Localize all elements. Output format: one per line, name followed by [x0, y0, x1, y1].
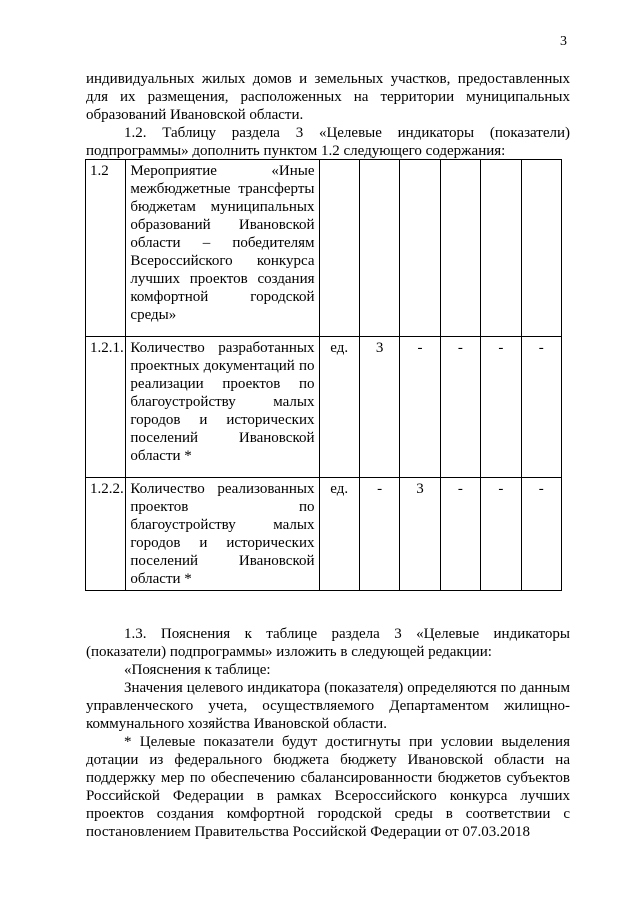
row-value-cell: - [440, 478, 480, 591]
paragraph-item-1-2: 1.2. Таблицу раздела 3 «Целевые индикаторы (показатели) подпрограммы» дополнить пунктом 1.2 следующего содержания: [86, 125, 570, 159]
row-number-cell: 1.2 [86, 160, 126, 337]
row-value-cell: - [359, 478, 399, 591]
row-value-cell [481, 160, 521, 337]
paragraph-notes-values: Значения целевого индикатора (показателя) определяются по данным управленческого учета, осуществляемого Департаментом жилищно-коммунального хозяйства Ивановской области. [86, 680, 570, 732]
row-value-cell: - [481, 337, 521, 478]
row-value-cell: 3 [359, 337, 399, 478]
row-name-cell: Количество разработанных проектных документаций по реализации проектов по благоустройству малых городов и исторических поселений Ивановской области * [126, 337, 319, 478]
row-number-cell: 1.2.2. [86, 478, 126, 591]
row-value-cell [359, 160, 399, 337]
indicators-table [85, 159, 562, 591]
page-number: 3 [560, 34, 567, 49]
table-row [86, 337, 562, 478]
table-row [86, 160, 562, 337]
row-value-cell [400, 160, 440, 337]
row-unit-cell: ед. [319, 478, 359, 591]
paragraph-intro: индивидуальных жилых домов и земельных участков, предоставленных для их размещения, расположенных на территории муниципальных образований Ивановской области. [86, 71, 570, 123]
row-value-cell: 3 [400, 478, 440, 591]
row-value-cell: - [440, 337, 480, 478]
row-number-cell: 1.2.1. [86, 337, 126, 478]
row-value-cell: - [521, 478, 561, 591]
row-value-cell: - [521, 337, 561, 478]
paragraph-notes-footnote: * Целевые показатели будут достигнуты при условии выделения дотации из федерального бюджета бюджету Ивановской области на поддержку мер по обеспечению сбалансированности бюджетов субъектов Российской Федерации в рамках Всероссийского конкурса лучших проектов создания комфортной городской среды в соответствии с постановлением Правительства Российской Федерации от 07.03.2018 [86, 734, 570, 840]
row-unit-cell [319, 160, 359, 337]
row-unit-cell: ед. [319, 337, 359, 478]
row-name-cell: Мероприятие «Иные межбюджетные трансферты бюджетам муниципальных образований Ивановской области – победителям Всероссийского конкурса лучших проектов создания комфортной городской среды» [126, 160, 319, 337]
row-value-cell [521, 160, 561, 337]
table-row [86, 478, 562, 591]
row-value-cell: - [481, 478, 521, 591]
paragraph-item-1-3: 1.3. Пояснения к таблице раздела 3 «Целевые индикаторы (показатели) подпрограммы» изложить в следующей редакции: [86, 626, 570, 660]
row-name-cell: Количество реализованных проектов по благоустройству малых городов и исторических поселений Ивановской области * [126, 478, 319, 591]
row-value-cell [440, 160, 480, 337]
row-value-cell: - [400, 337, 440, 478]
paragraph-notes-heading: «Пояснения к таблице: [124, 662, 271, 678]
